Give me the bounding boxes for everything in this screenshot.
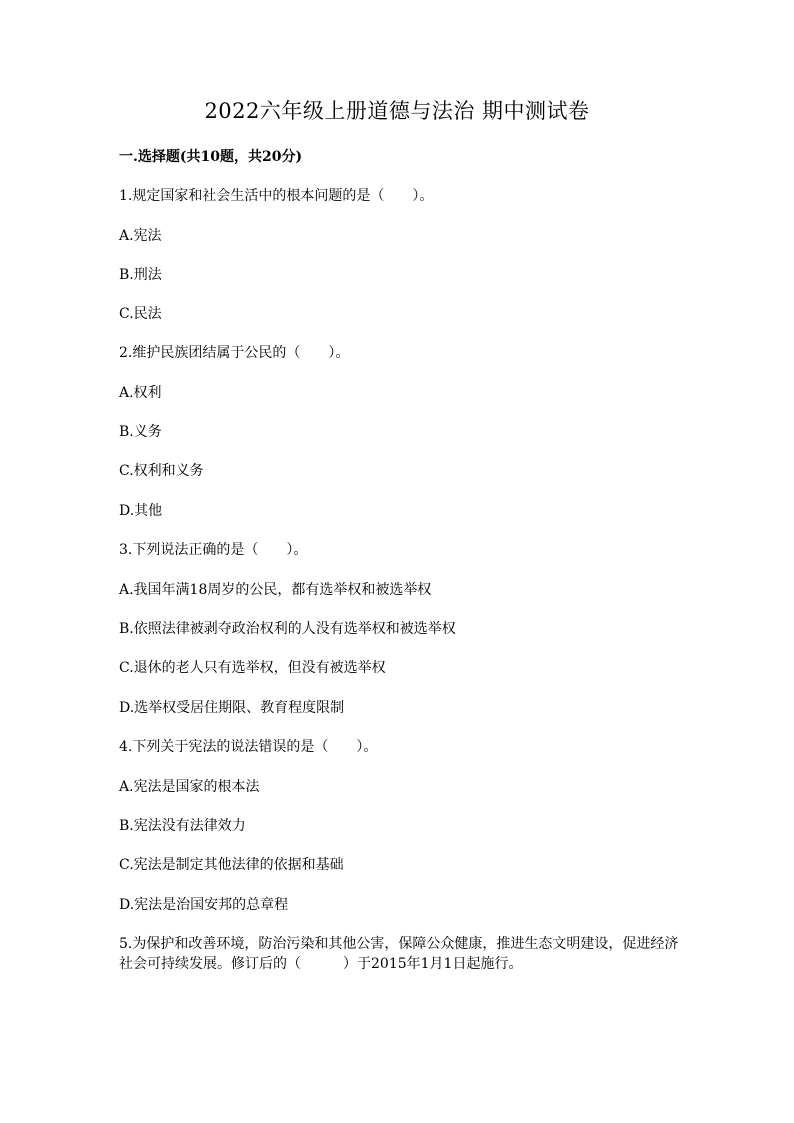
question-stem: 5.为保护和改善环境，防治污染和其他公害，保障公众健康，推进生态文明建设，促进经济社会可持续发展。修订后的（ ）于2015年1月1日起施行。 (119, 936, 679, 972)
answer-option[interactable]: C.退休的老人只有选举权，但没有被选举权 (119, 660, 386, 676)
answer-option[interactable]: A.我国年满18周岁的公民，都有选举权和被选举权 (119, 582, 432, 598)
answer-option[interactable]: B.义务 (119, 424, 162, 440)
answer-option[interactable]: A.宪法 (119, 228, 162, 244)
answer-option[interactable]: D.宪法是治国安邦的总章程 (119, 897, 289, 913)
question-stem: 2.维护民族团结属于公民的（ ）。 (119, 345, 350, 361)
answer-option[interactable]: D.其他 (119, 503, 163, 519)
question-stem: 4.下列关于宪法的说法错误的是（ ）。 (119, 739, 378, 755)
answer-option[interactable]: C.宪法是制定其他法律的依据和基础 (119, 857, 344, 873)
answer-option[interactable]: B.依照法律被剥夺政治权利的人没有选举权和被选举权 (119, 621, 456, 637)
section-heading: 一.选择题(共10题，共20分) (119, 149, 303, 165)
answer-option[interactable]: B.宪法没有法律效力 (119, 818, 246, 834)
page-title: 2022六年级上册道德与法治 期中测试卷 (204, 99, 590, 123)
answer-option[interactable]: B.刑法 (119, 267, 162, 283)
question-stem: 1.规定国家和社会生活中的根本问题的是（ ）。 (119, 188, 434, 204)
answer-option[interactable]: C.民法 (119, 306, 162, 322)
answer-option[interactable]: D.选举权受居住期限、教育程度限制 (119, 700, 345, 716)
answer-option[interactable]: A.宪法是国家的根本法 (119, 779, 260, 795)
answer-option[interactable]: C.权利和义务 (119, 463, 204, 479)
question-stem: 3.下列说法正确的是（ ）。 (119, 542, 308, 558)
answer-option[interactable]: A.权利 (119, 385, 162, 401)
